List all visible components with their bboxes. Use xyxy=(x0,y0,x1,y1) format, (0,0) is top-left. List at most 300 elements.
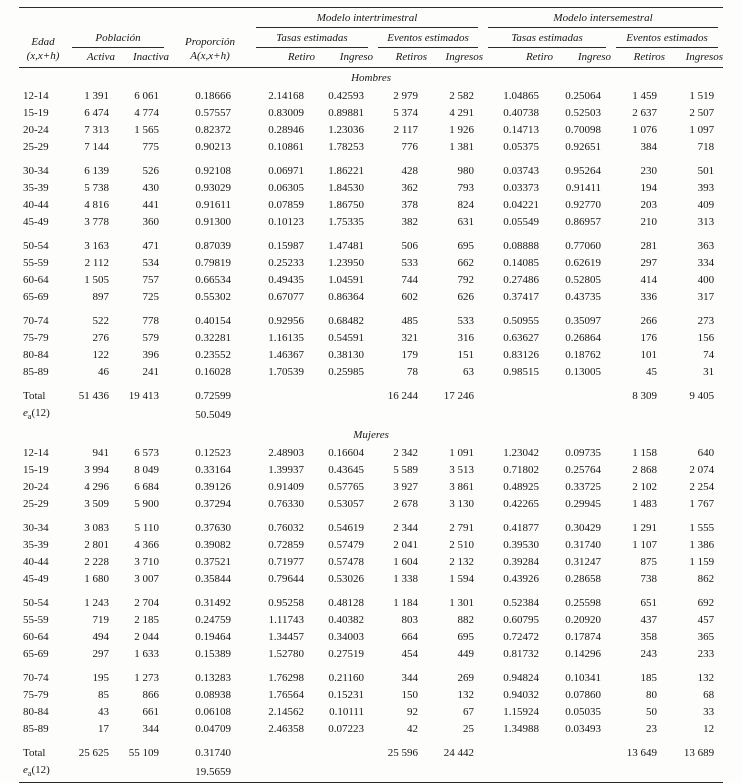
edad-label-line1: Edad xyxy=(31,36,55,48)
value-cell: 2 979 xyxy=(393,90,418,102)
total-value-cell: 17 246 xyxy=(443,390,475,402)
value-cell: 344 xyxy=(142,723,159,736)
data-row xyxy=(19,139,723,156)
col-retiro-1: Retiro xyxy=(251,48,315,68)
data-row xyxy=(19,588,723,612)
value-cell: 12 xyxy=(703,723,715,736)
value-cell: 2 704 xyxy=(134,597,159,610)
value-cell: 1.15924 xyxy=(503,706,540,719)
value-cell: 4 816 xyxy=(84,199,109,211)
value-cell: 0.33164 xyxy=(195,464,231,477)
data-row xyxy=(19,721,723,738)
data-row xyxy=(19,180,723,197)
value-cell: 0.39082 xyxy=(195,539,231,552)
total-value-cell xyxy=(483,738,553,762)
value-cell: 2 582 xyxy=(449,90,475,102)
value-cell: 179 xyxy=(401,349,418,361)
value-cell: 1 555 xyxy=(689,522,715,535)
value-cell: 0.07860 xyxy=(565,689,602,702)
header-modelo-intertrimestral xyxy=(251,8,483,29)
age-range-cell: 85-89 xyxy=(23,366,49,378)
total-value-cell: 19 413 xyxy=(128,390,159,402)
value-cell: 875 xyxy=(640,556,658,569)
value-cell: 1 565 xyxy=(134,124,159,136)
value-cell: 1.34988 xyxy=(503,723,540,736)
value-cell: 42 xyxy=(407,723,418,736)
value-cell: 2.14168 xyxy=(268,90,304,102)
value-cell: 241 xyxy=(142,366,159,378)
value-cell: 1.23042 xyxy=(503,447,540,460)
age-range-cell: 45-49 xyxy=(23,216,49,228)
value-cell: 725 xyxy=(142,291,159,303)
value-cell: 0.25233 xyxy=(268,257,304,269)
value-cell: 0.14713 xyxy=(503,124,540,136)
empty-cell xyxy=(665,405,723,425)
value-cell: 68 xyxy=(703,689,715,702)
empty-cell xyxy=(483,762,553,783)
value-cell: 0.16028 xyxy=(195,366,231,378)
value-cell: 281 xyxy=(640,240,658,252)
header-eventos-estimados-intersemestral xyxy=(611,28,723,48)
value-cell: 1.86750 xyxy=(328,199,364,211)
value-cell: 0.18762 xyxy=(565,349,602,361)
section-title-hombres: Hombres xyxy=(351,72,391,84)
value-cell: 0.66534 xyxy=(195,274,231,286)
value-cell: 2 507 xyxy=(689,107,715,119)
value-cell: 430 xyxy=(142,182,159,194)
value-cell: 0.55302 xyxy=(195,291,231,303)
value-cell: 1.84530 xyxy=(328,182,364,194)
life-expectancy-value: 19.5659 xyxy=(195,765,231,778)
value-cell: 344 xyxy=(401,672,418,685)
age-range-cell: 20-24 xyxy=(23,481,49,494)
value-cell: 0.24759 xyxy=(195,614,231,627)
total-value-cell xyxy=(553,738,611,762)
proporcion-label-line2: A(x,x+h) xyxy=(190,50,230,62)
value-cell: 50 xyxy=(646,706,658,719)
col-activa: Activa xyxy=(67,48,115,68)
value-cell: 0.28658 xyxy=(565,573,602,586)
empty-cell xyxy=(373,762,427,783)
data-row xyxy=(19,105,723,122)
column-header-row xyxy=(19,48,723,68)
value-cell: 0.52805 xyxy=(565,274,602,286)
value-cell: 0.10123 xyxy=(268,216,304,228)
eventos-estimados-label: Eventos estimados xyxy=(378,31,478,48)
value-cell: 602 xyxy=(401,291,418,303)
value-cell: 0.29945 xyxy=(565,498,602,511)
total-value-cell xyxy=(251,381,315,405)
value-cell: 3 163 xyxy=(84,240,109,252)
value-cell: 1.23950 xyxy=(328,257,364,269)
value-cell: 1 767 xyxy=(689,498,715,511)
value-cell: 0.07223 xyxy=(328,723,364,736)
value-cell: 0.37630 xyxy=(195,522,231,535)
value-cell: 2.46358 xyxy=(268,723,304,736)
empty-cell xyxy=(115,405,169,425)
total-value-cell: 0.31740 xyxy=(195,747,231,760)
value-cell: 6 474 xyxy=(84,107,109,119)
value-cell: 882 xyxy=(457,614,475,627)
value-cell: 695 xyxy=(457,631,475,644)
value-cell: 230 xyxy=(640,165,658,177)
total-row xyxy=(19,738,723,762)
header-blank xyxy=(19,8,251,29)
value-cell: 0.86364 xyxy=(328,291,364,303)
section-title-mujeres: Mujeres xyxy=(353,429,389,442)
value-cell: 1 091 xyxy=(449,447,475,460)
value-cell: 1 483 xyxy=(632,498,658,511)
col-retiros-2: Retiros xyxy=(611,48,665,68)
value-cell: 1 301 xyxy=(449,597,475,610)
statistics-table xyxy=(19,7,723,783)
value-cell: 1 381 xyxy=(449,141,475,153)
value-cell: 1 159 xyxy=(689,556,715,569)
value-cell: 0.95264 xyxy=(565,165,602,177)
age-range-cell: 15-19 xyxy=(23,464,49,477)
data-row xyxy=(19,571,723,588)
modelo-intertrimestral-label: Modelo intertrimestral xyxy=(256,11,478,28)
value-cell: 2 678 xyxy=(393,498,418,511)
proporcion-label-line1: Proporción xyxy=(185,36,235,48)
data-row xyxy=(19,612,723,629)
value-cell: 0.92770 xyxy=(565,199,602,211)
empty-cell xyxy=(611,762,665,783)
value-cell: 0.71977 xyxy=(268,556,304,569)
value-cell: 0.19464 xyxy=(195,631,231,644)
value-cell: 0.05549 xyxy=(503,216,540,228)
value-cell: 0.32281 xyxy=(195,332,231,344)
value-cell: 0.27486 xyxy=(503,274,540,286)
total-value-cell xyxy=(315,381,373,405)
value-cell: 0.83009 xyxy=(268,107,304,119)
modelo-intersemestral-label: Modelo intersemestral xyxy=(488,11,718,28)
data-row xyxy=(19,663,723,687)
value-cell: 2 342 xyxy=(393,447,418,460)
value-cell: 1 273 xyxy=(134,672,159,685)
age-range-cell: 55-59 xyxy=(23,257,49,269)
value-cell: 316 xyxy=(457,332,475,344)
value-cell: 0.90213 xyxy=(195,141,231,153)
value-cell: 626 xyxy=(457,291,475,303)
value-cell: 5 738 xyxy=(84,182,109,194)
empty-cell xyxy=(315,762,373,783)
value-cell: 194 xyxy=(640,182,658,194)
value-cell: 501 xyxy=(697,165,715,177)
value-cell: 2 044 xyxy=(134,631,159,644)
value-cell: 793 xyxy=(457,182,475,194)
value-cell: 522 xyxy=(92,315,109,327)
value-cell: 3 513 xyxy=(449,464,475,477)
value-cell: 393 xyxy=(697,182,715,194)
value-cell: 0.57478 xyxy=(328,556,364,569)
total-value-cell xyxy=(315,738,373,762)
value-cell: 0.43735 xyxy=(565,291,602,303)
empty-cell xyxy=(665,762,723,783)
value-cell: 0.93029 xyxy=(195,182,231,194)
value-cell: 0.13005 xyxy=(565,366,602,378)
value-cell: 0.52503 xyxy=(565,107,602,119)
value-cell: 778 xyxy=(142,315,159,327)
value-cell: 1.47481 xyxy=(328,240,364,252)
value-cell: 0.20920 xyxy=(565,614,602,627)
value-cell: 0.95258 xyxy=(268,597,304,610)
value-cell: 0.41877 xyxy=(503,522,540,535)
age-range-cell: 40-44 xyxy=(23,556,49,569)
value-cell: 941 xyxy=(92,447,109,460)
age-range-cell: 15-19 xyxy=(23,107,49,119)
value-cell: 1 076 xyxy=(632,124,658,136)
value-cell: 0.91611 xyxy=(195,199,231,211)
total-value-cell: 13 649 xyxy=(626,747,658,760)
value-cell: 2 041 xyxy=(393,539,418,552)
value-cell: 1 386 xyxy=(689,539,715,552)
age-range-cell: 35-39 xyxy=(23,539,49,552)
age-range-cell: 80-84 xyxy=(23,706,49,719)
value-cell: 0.26864 xyxy=(565,332,602,344)
value-cell: 695 xyxy=(457,240,475,252)
value-cell: 0.72472 xyxy=(503,631,540,644)
value-cell: 533 xyxy=(401,257,418,269)
value-cell: 0.03493 xyxy=(565,723,602,736)
age-range-cell: 75-79 xyxy=(23,332,49,344)
value-cell: 776 xyxy=(401,141,418,153)
value-cell: 74 xyxy=(703,349,715,361)
value-cell: 243 xyxy=(640,648,658,661)
empty-cell xyxy=(67,762,115,783)
value-cell: 664 xyxy=(401,631,418,644)
age-range-cell: 30-34 xyxy=(23,522,49,535)
value-cell: 2 102 xyxy=(632,481,658,494)
age-range-cell: 60-64 xyxy=(23,631,49,644)
data-row xyxy=(19,629,723,646)
value-cell: 31 xyxy=(703,366,715,378)
value-cell: 101 xyxy=(640,349,658,361)
col-retiro-2: Retiro xyxy=(483,48,553,68)
age-range-cell: 35-39 xyxy=(23,182,49,194)
value-cell: 297 xyxy=(640,257,658,269)
value-cell: 428 xyxy=(401,165,418,177)
value-cell: 0.72859 xyxy=(268,539,304,552)
value-cell: 0.15231 xyxy=(328,689,364,702)
data-row xyxy=(19,704,723,721)
value-cell: 485 xyxy=(401,315,418,327)
value-cell: 2 868 xyxy=(632,464,658,477)
value-cell: 718 xyxy=(697,141,715,153)
data-row xyxy=(19,122,723,139)
value-cell: 1.76564 xyxy=(268,689,304,702)
value-cell: 0.48925 xyxy=(503,481,540,494)
poblacion-label: Población xyxy=(72,31,164,48)
value-cell: 1 505 xyxy=(84,274,109,286)
value-cell: 0.04709 xyxy=(195,723,231,736)
value-cell: 1 680 xyxy=(84,573,109,586)
value-cell: 1 158 xyxy=(632,447,658,460)
value-cell: 8 049 xyxy=(134,464,159,477)
age-range-cell: 30-34 xyxy=(23,165,49,177)
value-cell: 534 xyxy=(142,257,159,269)
value-cell: 0.03373 xyxy=(503,182,540,194)
value-cell: 0.10861 xyxy=(268,141,304,153)
value-cell: 0.98515 xyxy=(503,366,540,378)
age-range-cell: 75-79 xyxy=(23,689,49,702)
value-cell: 63 xyxy=(463,366,475,378)
value-cell: 3 509 xyxy=(84,498,109,511)
age-range-cell: 50-54 xyxy=(23,240,49,252)
value-cell: 195 xyxy=(92,672,109,685)
value-cell: 122 xyxy=(92,349,109,361)
value-cell: 0.62619 xyxy=(565,257,602,269)
value-cell: 67 xyxy=(463,706,475,719)
value-cell: 980 xyxy=(457,165,475,177)
data-row xyxy=(19,347,723,364)
total-label: Total xyxy=(23,747,46,760)
age-range-cell: 70-74 xyxy=(23,315,49,327)
empty-cell xyxy=(427,762,483,783)
value-cell: 2 637 xyxy=(632,107,658,119)
data-row xyxy=(19,306,723,330)
value-cell: 23 xyxy=(646,723,658,736)
value-cell: 0.92108 xyxy=(195,165,231,177)
value-cell: 5 900 xyxy=(134,498,159,511)
value-cell: 0.76330 xyxy=(268,498,304,511)
value-cell: 46 xyxy=(98,366,109,378)
header-tasas-estimadas-intertrimestral xyxy=(251,28,373,48)
value-cell: 0.39284 xyxy=(503,556,540,569)
data-row xyxy=(19,364,723,381)
age-range-cell: 65-69 xyxy=(23,291,49,303)
total-value-cell: 8 309 xyxy=(632,390,658,402)
value-cell: 0.14085 xyxy=(503,257,540,269)
value-cell: 1.75335 xyxy=(328,216,364,228)
value-cell: 85 xyxy=(98,689,109,702)
value-cell: 269 xyxy=(457,672,475,685)
data-row xyxy=(19,513,723,537)
data-row xyxy=(19,646,723,663)
value-cell: 0.79819 xyxy=(195,257,231,269)
value-cell: 1.70539 xyxy=(268,366,304,378)
value-cell: 33 xyxy=(703,706,715,719)
value-cell: 233 xyxy=(697,648,715,661)
value-cell: 5 589 xyxy=(393,464,418,477)
empty-cell xyxy=(373,405,427,425)
value-cell: 0.60795 xyxy=(503,614,540,627)
col-retiros-1: Retiros xyxy=(373,48,427,68)
col-ingreso-2: Ingreso xyxy=(553,48,611,68)
total-value-cell: 55 109 xyxy=(128,747,159,760)
value-cell: 1 391 xyxy=(84,90,109,102)
value-cell: 0.37294 xyxy=(195,498,231,511)
value-cell: 449 xyxy=(457,648,475,661)
value-cell: 1 459 xyxy=(632,90,658,102)
total-value-cell: 25 596 xyxy=(387,747,418,760)
value-cell: 719 xyxy=(92,614,109,627)
value-cell: 1.76298 xyxy=(268,672,304,685)
value-cell: 454 xyxy=(401,648,418,661)
value-cell: 4 296 xyxy=(84,481,109,494)
tasas-estimadas-label: Tasas estimadas xyxy=(488,31,606,48)
value-cell: 2 132 xyxy=(449,556,475,569)
value-cell: 409 xyxy=(697,199,715,211)
value-cell: 384 xyxy=(640,141,658,153)
value-cell: 0.43926 xyxy=(503,573,540,586)
value-cell: 6 573 xyxy=(134,447,159,460)
value-cell: 0.71802 xyxy=(503,464,540,477)
value-cell: 1.78253 xyxy=(328,141,364,153)
value-cell: 1.39937 xyxy=(268,464,304,477)
age-range-cell: 12-14 xyxy=(23,90,49,102)
value-cell: 297 xyxy=(92,648,109,661)
value-cell: 0.15987 xyxy=(268,240,304,252)
value-cell: 0.43645 xyxy=(328,464,364,477)
value-cell: 0.31247 xyxy=(565,556,602,569)
value-cell: 4 291 xyxy=(449,107,475,119)
value-cell: 2 344 xyxy=(393,522,418,535)
value-cell: 2 185 xyxy=(134,614,159,627)
value-cell: 1.04865 xyxy=(503,90,540,102)
value-cell: 1.46367 xyxy=(268,349,304,361)
value-cell: 1.04591 xyxy=(328,274,364,286)
value-cell: 1 604 xyxy=(393,556,418,569)
value-cell: 1 107 xyxy=(632,539,658,552)
value-cell: 0.94824 xyxy=(503,672,540,685)
value-cell: 0.05035 xyxy=(565,706,602,719)
value-cell: 526 xyxy=(142,165,159,177)
value-cell: 0.06971 xyxy=(268,165,304,177)
value-cell: 0.28946 xyxy=(268,124,304,136)
data-row xyxy=(19,537,723,554)
value-cell: 6 139 xyxy=(84,165,109,177)
age-range-cell: 55-59 xyxy=(23,614,49,627)
value-cell: 1.34457 xyxy=(268,631,304,644)
value-cell: 362 xyxy=(401,182,418,194)
value-cell: 321 xyxy=(401,332,418,344)
value-cell: 0.10341 xyxy=(565,672,602,685)
life-expectancy-row xyxy=(19,762,723,783)
value-cell: 1 338 xyxy=(393,573,418,586)
value-cell: 336 xyxy=(640,291,658,303)
value-cell: 7 144 xyxy=(84,141,109,153)
value-cell: 0.52384 xyxy=(503,597,540,610)
eventos-estimados-label: Eventos estimados xyxy=(616,31,718,48)
value-cell: 775 xyxy=(142,141,159,153)
value-cell: 0.68482 xyxy=(328,315,364,327)
value-cell: 0.91300 xyxy=(195,216,231,228)
data-row xyxy=(19,231,723,255)
empty-cell xyxy=(427,405,483,425)
value-cell: 471 xyxy=(142,240,159,252)
data-row xyxy=(19,255,723,272)
value-cell: 266 xyxy=(640,315,658,327)
value-cell: 0.39126 xyxy=(195,481,231,494)
value-cell: 2 074 xyxy=(689,464,715,477)
value-cell: 1 291 xyxy=(632,522,658,535)
value-cell: 365 xyxy=(697,631,715,644)
model-group-header-row xyxy=(19,8,723,29)
tasas-estimadas-label: Tasas estimadas xyxy=(256,31,368,48)
value-cell: 803 xyxy=(401,614,418,627)
total-value-cell xyxy=(553,381,611,405)
value-cell: 3 861 xyxy=(449,481,475,494)
value-cell: 2 791 xyxy=(449,522,475,535)
value-cell: 0.38130 xyxy=(328,349,364,361)
value-cell: 45 xyxy=(646,366,658,378)
data-row xyxy=(19,479,723,496)
value-cell: 4 774 xyxy=(134,107,159,119)
value-cell: 1 097 xyxy=(689,124,715,136)
value-cell: 862 xyxy=(697,573,715,586)
value-cell: 1 926 xyxy=(449,124,475,136)
